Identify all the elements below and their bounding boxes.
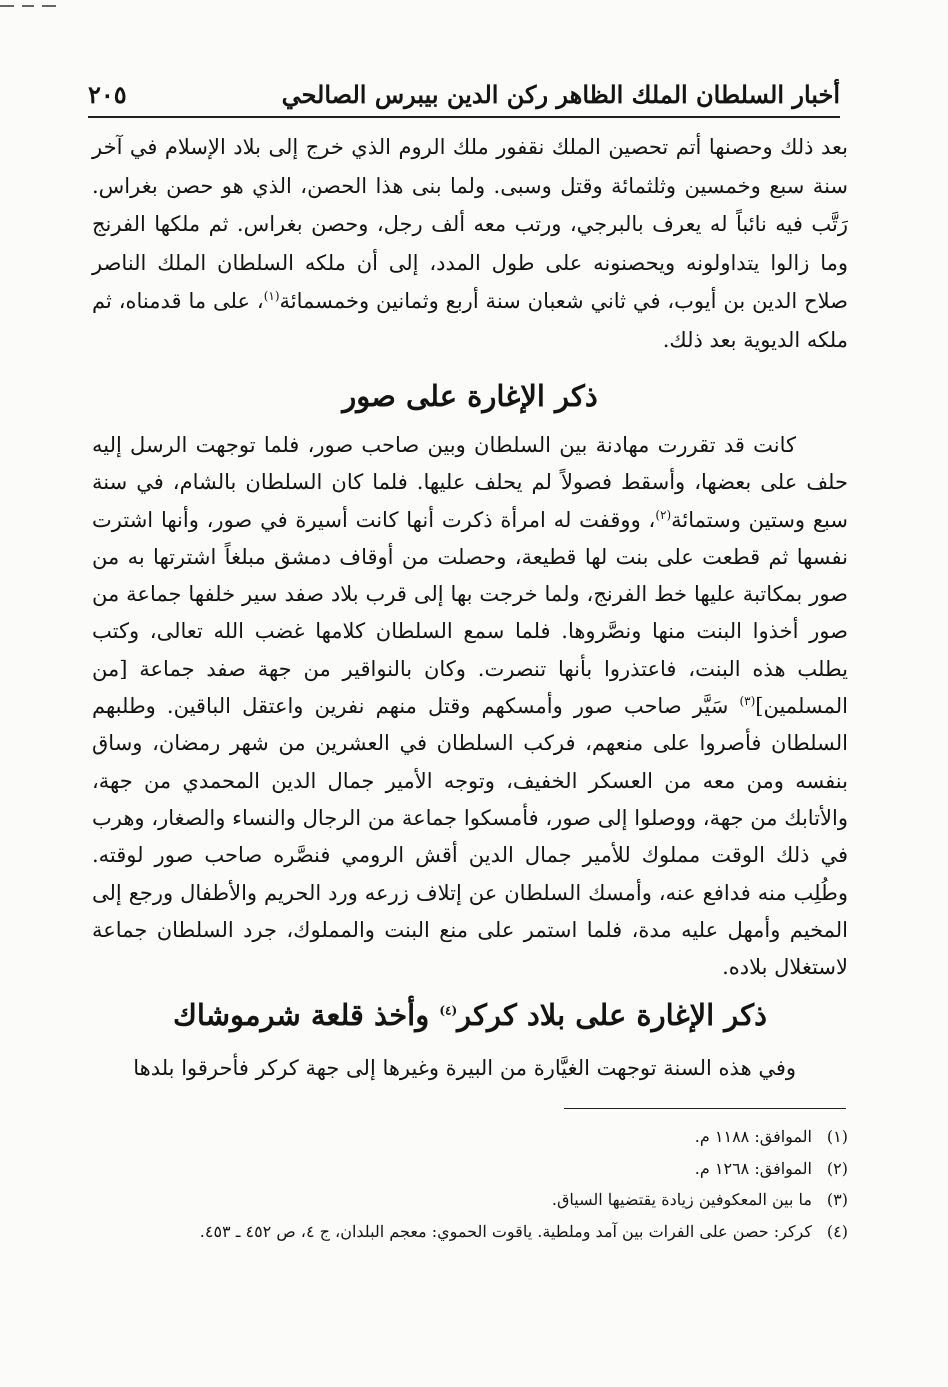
paragraph-1 <box>92 128 848 359</box>
footnotes-list <box>96 1121 848 1247</box>
footnote-item <box>96 1184 848 1216</box>
page-number: ٢٠٥ <box>88 80 127 109</box>
footnote-mark-4: (٤) <box>439 1003 458 1018</box>
paragraph-1-text-b: ، على ما قدمناه، ثم ملكه الديوية بعد ذلك. <box>92 289 848 352</box>
footnote-item <box>96 1153 848 1185</box>
footnote-number: (١) <box>826 1127 848 1146</box>
footnote-item <box>96 1216 848 1248</box>
footnote-number: (٣) <box>826 1190 848 1209</box>
paragraph-3: وفي هذه السنة توجهت الغيَّارة من البيرة وغيرها إلى جهة كركر فأحرقوا بلدها <box>133 1056 796 1080</box>
running-header <box>88 72 840 112</box>
footnote-number: (٤) <box>826 1221 848 1241</box>
footnote-number: (٢) <box>826 1158 848 1178</box>
footnote-text: ما بين المعكوفين زيادة يقتضيها السياق. <box>551 1190 812 1209</box>
scan-corner-marks <box>0 0 60 18</box>
paragraph-2-text-a: كانت قد تقررت مهادنة بين السلطان وبين صاحب صور، فلما توجهت الرسل إليه حلف على بعضها، وأسقط فصولاً لم يحلف عليها. فلما كان السلطان بالشام، في سنة سبع وستين وستمائة <box>92 433 848 532</box>
footnote-mark-2: (٢) <box>655 507 672 522</box>
footnote-text: الموافق: ١١٨٨ م. <box>694 1127 812 1146</box>
footnote-text: الموافق: ١٢٦٨ م. <box>694 1158 812 1178</box>
section-heading-karkar <box>92 993 848 1037</box>
footnote-mark-3: (٣) <box>739 694 756 709</box>
footnote-mark-1: (١) <box>263 289 280 303</box>
footnote-item <box>96 1121 848 1153</box>
paragraph-2-text-b: ، ووقفت له امرأة ذكرت أنها كانت أسيرة في صور، وأنها اشترت نفسها ثم قطعت على بنت لها قطيعة، وحصلت من أوقاف دمشق مبلغاً اشترتها به من صور بمكاتبة عليها خط الفرنج، ولما خرجت بها إلى قرب بلاد صفد سير خلفها جماعة من صور أخذوا البنت منها ونصَّروها. فلما سمع السلطان كلامها غضب الله تعالى، وكتب يطلب هذه البنت، فاعتذروا بأنها تنصرت. وكان بالنواقير من جهة صفد جماعة [من المسلمين] <box>92 507 848 719</box>
paragraph-2 <box>92 427 848 986</box>
paragraph-1-text-a: بعد ذلك وحصنها أتم تحصين الملك نقفور ملك الروم الذي خرج إلى بلاد الإسلام في آخر سنة سبع وخمسين وثلثمائة وقتل وسبى. ولما بنى هذا الحصن، الذي هو حصن بغراس. رَتَّب فيه نائباً له يعرف بالبرجي، ورتب معه ألف رجل، وحصن بغراس. ثم ملكها الفرنج وما زالوا يتداولونه ويحصنونه على طول المدد، إلى أن ملكه السلطان الملك الناصر صلاح الدين بن أيوب، في ثاني شعبان سنة أربع وثمانين وخمسمائة <box>92 135 849 313</box>
footnote-text: كركر: حصن على الفرات بين آمد وملطية. ياقوت الحموي: معجم البلدان، ج ٤، ص ٤٥٢ ـ ٤٥٣. <box>199 1221 812 1241</box>
heading-2-text-b: وأخذ قلعة شرموشاك <box>172 998 440 1032</box>
footnote-separator <box>564 1108 846 1109</box>
paragraph-2-text-c: سَيَّر صاحب صور وأمسكهم وقتل منهم نفرين واعتقل الباقين. وطلبهم السلطان فأصروا على منعهم، فركب السلطان في العشرين من شهر رمضان، وساق بنفسه ومن معه من العسكر الخفيف، وتوجه الأمير جمال الدين المحمدي من جهة، والأتابك من جهة، ووصلوا إلى صور، فأمسكوا جماعة من الرجال والنساء والصغار، وهرب في ذلك الوقت مملوك للأمير جمال الدين أقش الرومي فنصَّره صاحب صور لوقته. وطُلِب منه فدافع عنه، وأمسك السلطان عن إتلاف زرعه ورد الحريم والأطفال ورجع إلى المخيم وأمهل عليه مدة، فلما استمر على منع البنت والمملوك، جرد السلطان جماعة لاستغلال بلاده. <box>92 694 848 980</box>
heading-2-text-a: ذكر الإغارة على بلاد كركر <box>457 998 768 1032</box>
header-title: أخبار السلطان الملك الظاهر ركن الدين بيبرس الصالحي <box>281 80 840 109</box>
section-heading-tyre: ذكر الإغارة على صور <box>342 379 598 413</box>
header-rule <box>88 116 840 118</box>
